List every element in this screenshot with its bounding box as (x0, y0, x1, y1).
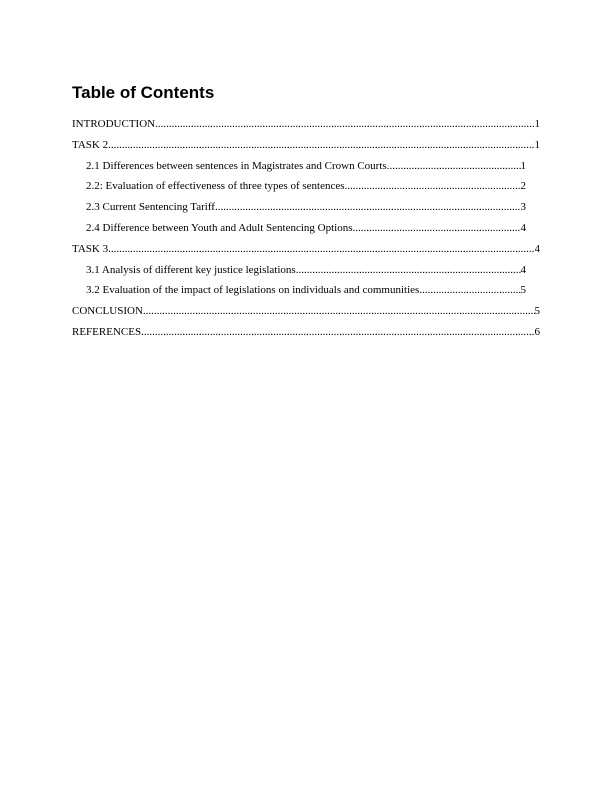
toc-entry-page: 1 (520, 159, 526, 172)
toc-entry-2-2[interactable] (72, 179, 526, 200)
toc-entry-page: 5 (534, 305, 540, 318)
toc-entry-references[interactable] (72, 325, 540, 346)
toc-entry-page: 4 (520, 263, 526, 276)
toc-entry-page: 4 (534, 242, 540, 255)
toc-entry-label: CONCLUSION (72, 305, 143, 318)
toc-leader-dots (155, 117, 534, 131)
toc-entry-page: 2 (520, 180, 526, 193)
toc-entry-label: TASK 2 (72, 138, 109, 151)
table-of-contents (72, 117, 540, 346)
toc-leader-dots (353, 221, 521, 235)
toc-entry-introduction[interactable] (72, 117, 540, 138)
toc-entry-label: 2.1 Differences between sentences in Magistrates and Crown Courts (86, 159, 387, 172)
toc-entry-2-3[interactable] (72, 200, 526, 221)
toc-entry-label: 3.2 Evaluation of the impact of legislations on individuals and communities (86, 284, 420, 297)
toc-entry-3-1[interactable] (72, 263, 526, 284)
toc-title: Table of Contents (72, 83, 215, 102)
toc-leader-dots (141, 325, 534, 339)
toc-entry-page: 3 (520, 201, 526, 214)
toc-entry-page: 6 (534, 325, 540, 338)
toc-entry-task-2[interactable] (72, 138, 540, 159)
toc-entry-label: 2.4 Difference between Youth and Adult Sentencing Options (86, 221, 353, 234)
toc-leader-dots (215, 200, 521, 214)
toc-leader-dots (108, 138, 534, 152)
toc-entry-label: REFERENCES (72, 325, 142, 338)
toc-leader-dots (387, 159, 521, 173)
toc-entry-label: 2.2: Evaluation of effectiveness of three types of sentences (86, 180, 345, 193)
toc-entry-2-4[interactable] (72, 221, 526, 242)
toc-entry-label: 2.3 Current Sentencing Tariff (86, 201, 215, 214)
toc-entry-label: TASK 3 (72, 242, 109, 255)
toc-entry-label: 3.1 Analysis of different key justice legislations (86, 263, 296, 276)
toc-entry-label: INTRODUCTION (72, 118, 156, 130)
toc-entry-conclusion[interactable] (72, 304, 540, 325)
toc-leader-dots (296, 263, 521, 277)
toc-entry-page: 4 (520, 221, 526, 234)
toc-entry-page: 1 (534, 118, 540, 130)
toc-leader-dots (108, 242, 534, 256)
toc-entry-task-3[interactable] (72, 242, 540, 263)
toc-entry-2-1[interactable] (72, 159, 526, 180)
toc-entry-page: 1 (534, 138, 540, 151)
toc-entry-page: 5 (520, 284, 526, 297)
toc-leader-dots (345, 179, 521, 193)
toc-entry-3-2[interactable] (72, 283, 526, 304)
toc-leader-dots (419, 283, 520, 297)
toc-leader-dots (143, 304, 535, 318)
